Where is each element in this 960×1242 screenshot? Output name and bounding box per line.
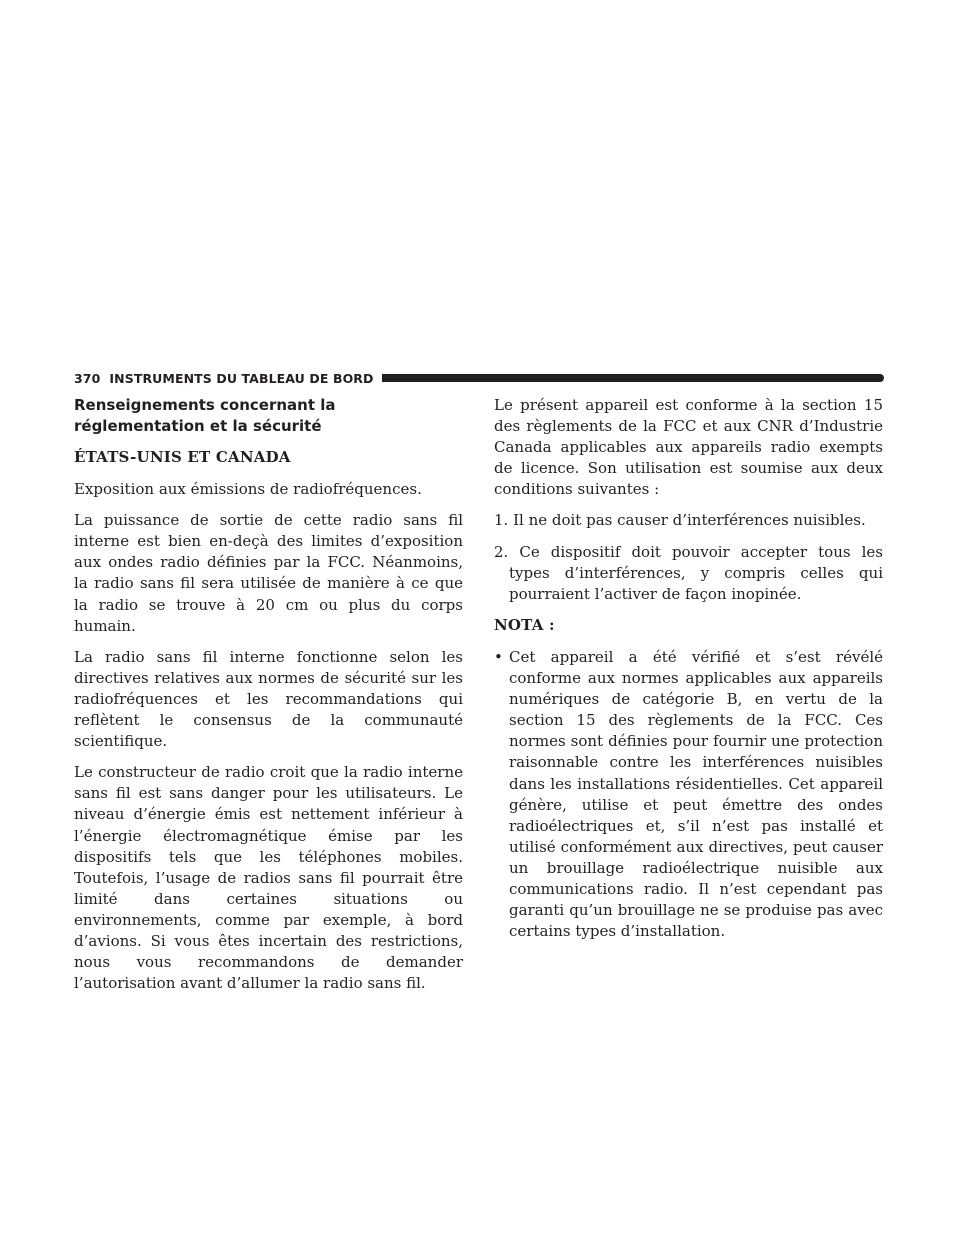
paragraph-compliance: Le présent appareil est conforme à la section 15 des règlements de la FCC et aux CNR d’Industrie Canada applicables aux appareils radio exempts de licence. Son utilisation est soumise aux deux conditions suivantes : bbox=[494, 396, 883, 499]
paragraph-exposure: Exposition aux émissions de radiofréquences. bbox=[74, 480, 422, 499]
paragraph-safety-standards: La radio sans fil interne fonctionne selon les directives relatives aux normes de sécurité sur les radiofréquences et les recommandations qui reflètent le consensus de la communauté scientifique. bbox=[74, 647, 463, 751]
condition-item: 1. Il ne doit pas causer d’interférences nuisibles. bbox=[494, 511, 866, 530]
condition-item: 2. Ce dispositif doit pouvoir accepter tous les types d’interférences, y compris celles qui pourraient l’activer de façon inopinée. bbox=[494, 542, 883, 603]
region-subheading: ÉTATS-UNIS ET CANADA bbox=[74, 448, 291, 466]
paragraph-manufacturer: Le constructeur de radio croit que la radio interne sans fil est sans danger pour les utilisateurs. Le niveau d’énergie émis est nettement inférieur à l’énergie électromagnétique émise par les dispositifs tels que les téléphones mobiles. Toutefois, l’usage de radios sans fil pourrait être limité dans certaines situations ou environnements, comme par exemple, à bord d’avions. Si vous êtes incertain des restrictions, nous vous recommandons de demander l’autorisation avant d’allumer la radio sans fil. bbox=[74, 763, 463, 993]
section-title: INSTRUMENTS DU TABLEAU DE BORD bbox=[109, 370, 374, 386]
bullet-icon: • bbox=[494, 647, 503, 666]
header-rule bbox=[382, 374, 885, 382]
left-column bbox=[74, 395, 463, 1004]
right-column bbox=[494, 395, 883, 942]
note-bullet-item bbox=[494, 647, 883, 942]
page-number: 370 bbox=[74, 370, 101, 386]
page-header bbox=[74, 370, 884, 386]
note-label: NOTA : bbox=[494, 615, 555, 634]
note-bullet-text: Cet appareil a été vérifié et s’est révélé conforme aux normes applicables aux appareils numériques de catégorie B, en vertu de la section 15 des règlements de la FCC. Ces normes sont définies pour fournir une protection raisonnable contre les interférences nuisibles dans les installations résidentielles. Cet appareil génère, utilise et peut émettre des ondes radioélectriques et, s’il n’est pas installé et utilisé conformément aux directives, peut causer un brouillage radioélectrique nuisible aux communications radio. Il n’est cependant pas garanti qu’un brouillage ne se produise pas avec certains types d’installation. bbox=[509, 647, 883, 941]
section-heading: Renseignements concernant la réglementation et la sécurité bbox=[74, 396, 336, 435]
paragraph-output-power: La puissance de sortie de cette radio sans fil interne est bien en-deçà des limites d’exposition aux ondes radio définies par la FCC. Néanmoins, la radio sans fil sera utilisée de manière à ce que la radio se trouve à 20 cm ou plus du corps humain. bbox=[74, 511, 463, 635]
